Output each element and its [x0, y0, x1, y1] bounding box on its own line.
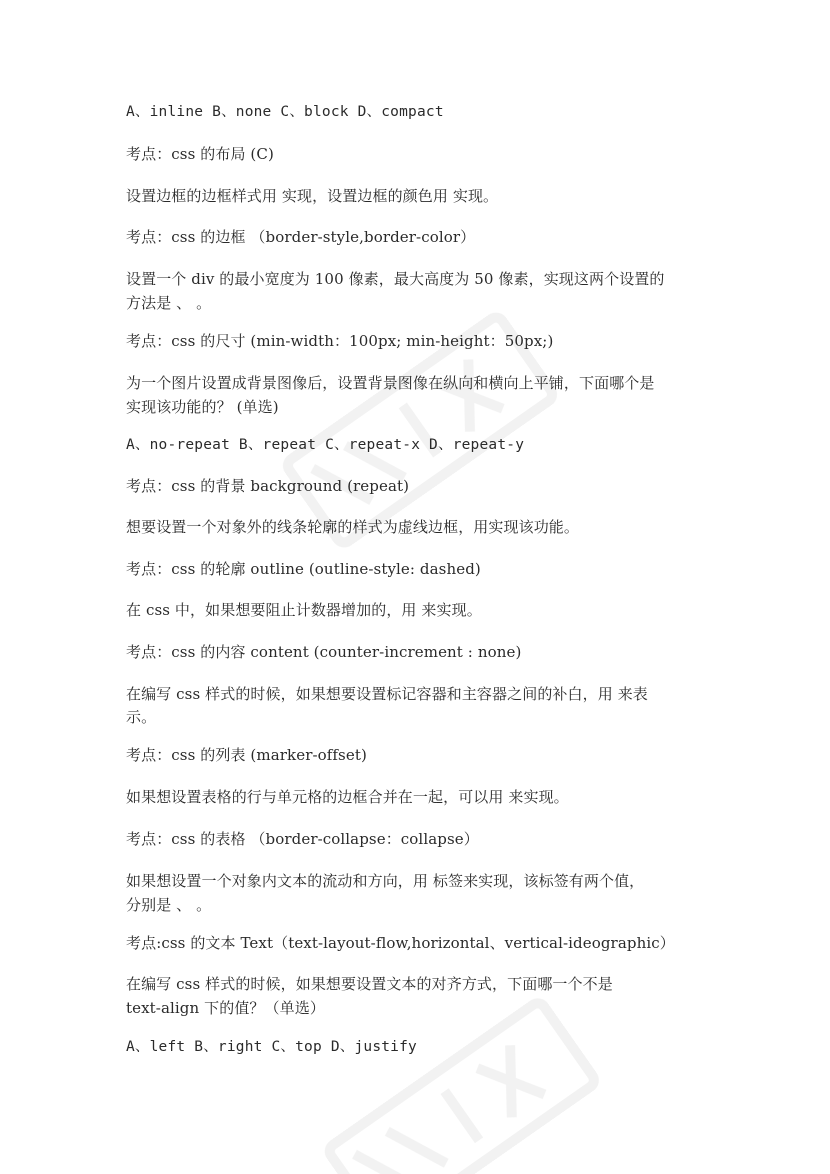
- question-align-line2: text-align 下的值？（单选）: [126, 999, 325, 1017]
- answer-size: 考点：css 的尺寸 (min-width：100px; min-height：50px;): [126, 332, 554, 350]
- question-list-line2: 示。: [126, 708, 157, 726]
- question-table: 如果想设置表格的行与单元格的边框合并在一起，可以用 来实现。: [126, 788, 569, 806]
- question-options-background: A、no-repeat B、repeat C、repeat-x D、repeat-y: [126, 437, 525, 453]
- question-size-line1: 设置一个 div 的最小宽度为 100 像素，最大高度为 50 像素，实现这两个设置的: [126, 270, 665, 288]
- answer-border: 考点：css 的边框 （border-style,border-color）: [126, 228, 476, 246]
- question-options-align: A、left B、right C、top D、justify: [126, 1039, 417, 1055]
- question-text-line1: 如果想设置一个对象内文本的流动和方向，用 标签来实现，该标签有两个值，: [126, 872, 645, 890]
- question-background-line1: 为一个图片设置成背景图像后，设置背景图像在纵向和横向上平铺，下面哪个是: [126, 374, 655, 392]
- answer-text: 考点:css 的文本 Text（text-layout-flow,horizontal、vertical-ideographic）: [126, 934, 675, 952]
- question-size-line2: 方法是 、 。: [126, 294, 212, 312]
- answer-content: 考点：css 的内容 content (counter-increment : none): [126, 643, 522, 661]
- question-align-line1: 在编写 css 样式的时候，如果想要设置文本的对齐方式，下面哪一个不是: [126, 975, 613, 993]
- answer-background: 考点：css 的背景 background (repeat): [126, 477, 410, 495]
- question-options-display: A、inline B、none C、block D、compact: [126, 104, 444, 120]
- question-list-line1: 在编写 css 样式的时候，如果想要设置标记容器和主容器之间的补白，用 来表: [126, 685, 648, 703]
- answer-layout: 考点：css 的布局 (C): [126, 145, 274, 163]
- question-text-line2: 分别是 、 。: [126, 896, 212, 914]
- answer-list: 考点：css 的列表 (marker-offset): [126, 746, 367, 764]
- question-background-line2: 实现该功能的？ (单选): [126, 398, 279, 416]
- question-outline: 想要设置一个对象外的线条轮廓的样式为虚线边框，用实现该功能。: [126, 518, 580, 536]
- question-content: 在 css 中，如果想要阻止计数器增加的，用 来实现。: [126, 601, 482, 619]
- question-border: 设置边框的边框样式用 实现，设置边框的颜色用 实现。: [126, 187, 499, 205]
- answer-outline: 考点：css 的轮廓 outline (outline-style: dashed): [126, 560, 481, 578]
- answer-table: 考点：css 的表格 （border-collapse：collapse）: [126, 830, 479, 848]
